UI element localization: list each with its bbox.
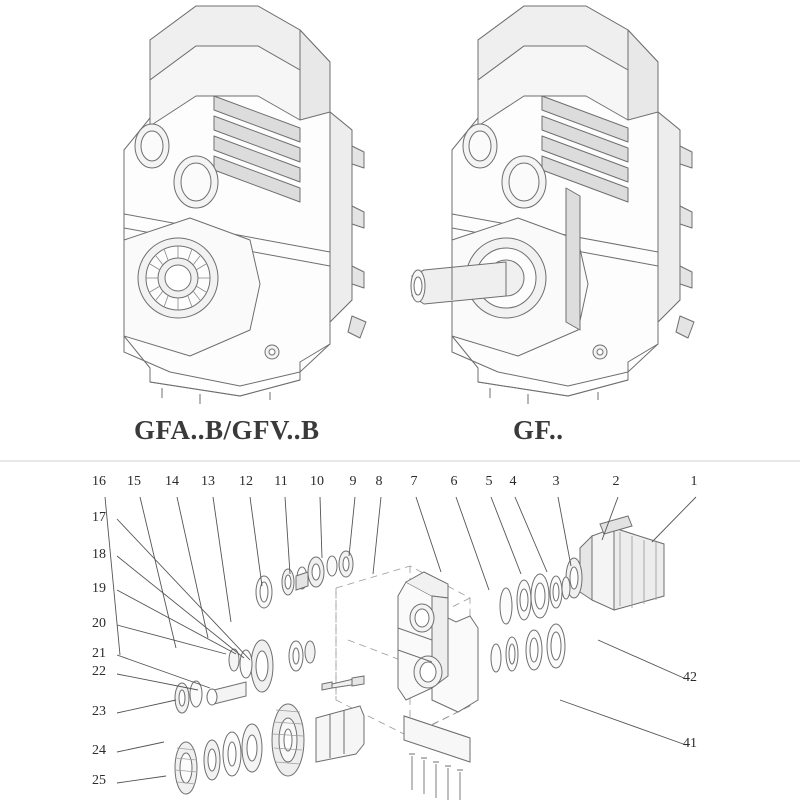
callout-number-top-16: 16 <box>92 474 106 489</box>
motor-part <box>566 516 664 610</box>
callout-number-top-9: 9 <box>349 474 357 489</box>
callout-number-left-24: 24 <box>92 743 106 758</box>
callout-number-left-23: 23 <box>92 704 106 719</box>
callout-number-top-8: 8 <box>375 474 383 489</box>
bolt-row <box>409 754 463 800</box>
gearbox-view-left <box>124 6 366 404</box>
caption-gfa-gfv: GFA..B/GFV..B <box>134 415 320 445</box>
callout-number-top-6: 6 <box>450 474 458 489</box>
flange-rings <box>500 574 570 624</box>
housing-part <box>398 572 478 762</box>
callout-number-right-42: 42 <box>683 670 697 685</box>
callout-number-top-11: 11 <box>274 474 288 489</box>
callout-number-left-25: 25 <box>92 773 106 788</box>
callout-number-left-18: 18 <box>92 547 106 562</box>
callout-number-left-17: 17 <box>92 510 106 525</box>
callout-number-top-15: 15 <box>127 474 141 489</box>
seal-rings-right <box>491 624 565 672</box>
callout-number-left-19: 19 <box>92 581 106 596</box>
exploded-assembly <box>105 497 696 800</box>
shaft-rings-cluster <box>256 551 353 608</box>
callout-number-top-2: 2 <box>612 474 620 489</box>
callout-number-right-41: 41 <box>683 736 697 751</box>
gear-rings-midleft <box>175 640 315 713</box>
callout-number-top-10: 10 <box>310 474 324 489</box>
callout-number-top-4: 4 <box>509 474 517 489</box>
caption-gf: GF.. <box>513 415 564 445</box>
callout-number-top-12: 12 <box>239 474 253 489</box>
leader-lines-right <box>560 640 686 745</box>
callout-number-left-20: 20 <box>92 616 106 631</box>
callout-number-top-7: 7 <box>410 474 418 489</box>
callout-number-top-14: 14 <box>165 474 179 489</box>
callout-number-left-21: 21 <box>92 646 106 661</box>
callout-number-top-5: 5 <box>485 474 493 489</box>
callout-number-top-1: 1 <box>690 474 698 489</box>
callout-number-left-22: 22 <box>92 664 106 679</box>
callout-number-top-13: 13 <box>201 474 215 489</box>
gearbox-view-right <box>411 6 694 404</box>
callout-number-top-3: 3 <box>552 474 560 489</box>
